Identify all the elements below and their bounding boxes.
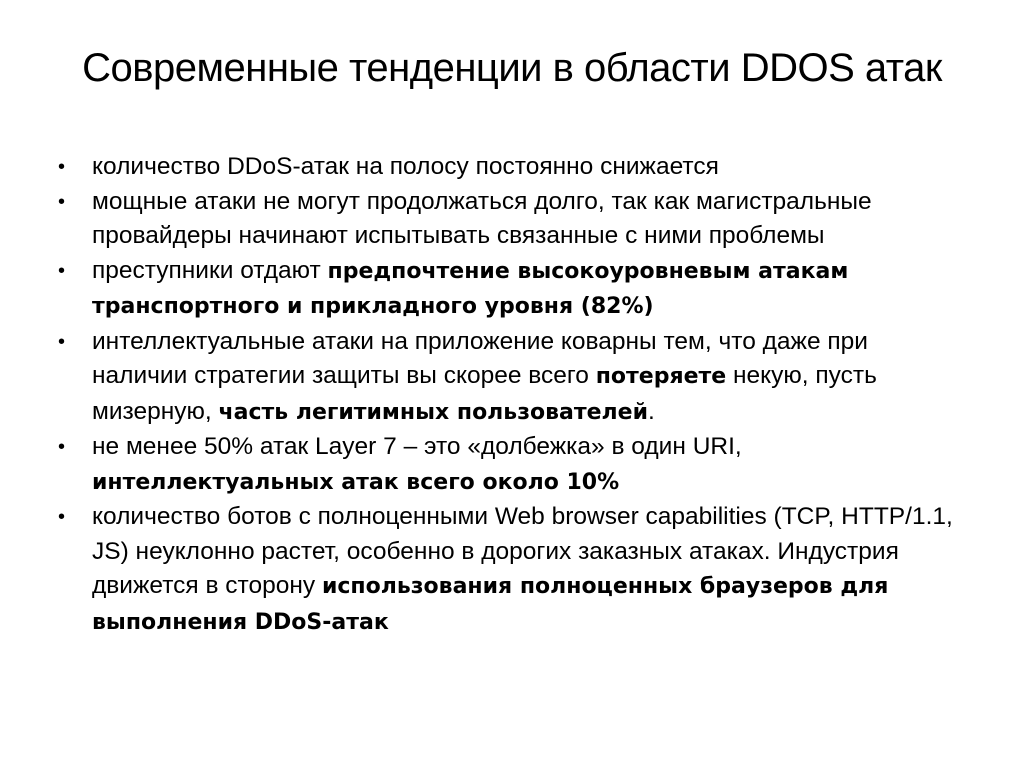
bullet-text-bold: часть легитимных пользователей — [218, 399, 648, 425]
bullet-text: преступники отдают — [92, 256, 328, 284]
bullet-item — [56, 254, 956, 325]
slide-title: Современные тенденции в области DDOS атак — [82, 46, 942, 90]
bullet-text: мощные атаки не могут продолжаться долго, так как магистральные провайдеры начинают испытывать связанные с ними проблемы — [92, 187, 872, 249]
bullet-text: некую, пусть мизерную, — [92, 362, 877, 425]
bullet-dot-icon: • — [58, 190, 66, 213]
bullet-text-bold: использования полноценных браузеров для выполнения DDoS-атак — [92, 574, 889, 635]
bullet-text: не менее 50% атак Layer 7 – это «долбежка» в один URI, — [92, 433, 742, 460]
bullet-dot-icon: • — [58, 506, 66, 528]
bullet-text: количество DDoS-атак на полосу постоянно снижается — [92, 153, 719, 180]
bullet-text-bold: интеллектуальных атак всего около 10% — [92, 469, 620, 495]
bullet-dot-icon: • — [58, 330, 66, 353]
bullet-dot-icon: • — [58, 156, 66, 178]
bullet-list — [56, 150, 956, 640]
bullet-dot-icon: • — [58, 259, 66, 282]
bullet-text-bold: предпочтение высокоуровневым атакам транспортного и прикладного уровня (82%) — [92, 258, 849, 319]
bullet-item — [56, 500, 956, 640]
bullet-item — [56, 185, 956, 254]
bullet-dot-icon: • — [58, 436, 66, 458]
bullet-item — [56, 150, 956, 185]
bullet-text: . — [648, 397, 655, 425]
bullet-item — [56, 430, 956, 500]
bullet-text: количество ботов с полноценными Web browser capabilities (TCP, HTTP/1.1, JS) неуклонно растет, особенно в дорогих заказных атаках. Индустрия движется в сторону — [92, 503, 953, 599]
bullet-text-bold: потеряете — [595, 364, 727, 389]
bullet-text: интеллектуальные атаки на приложение коварны тем, что даже при наличии стратегии защиты вы скорее всего — [92, 327, 868, 389]
bullet-item — [56, 325, 956, 431]
